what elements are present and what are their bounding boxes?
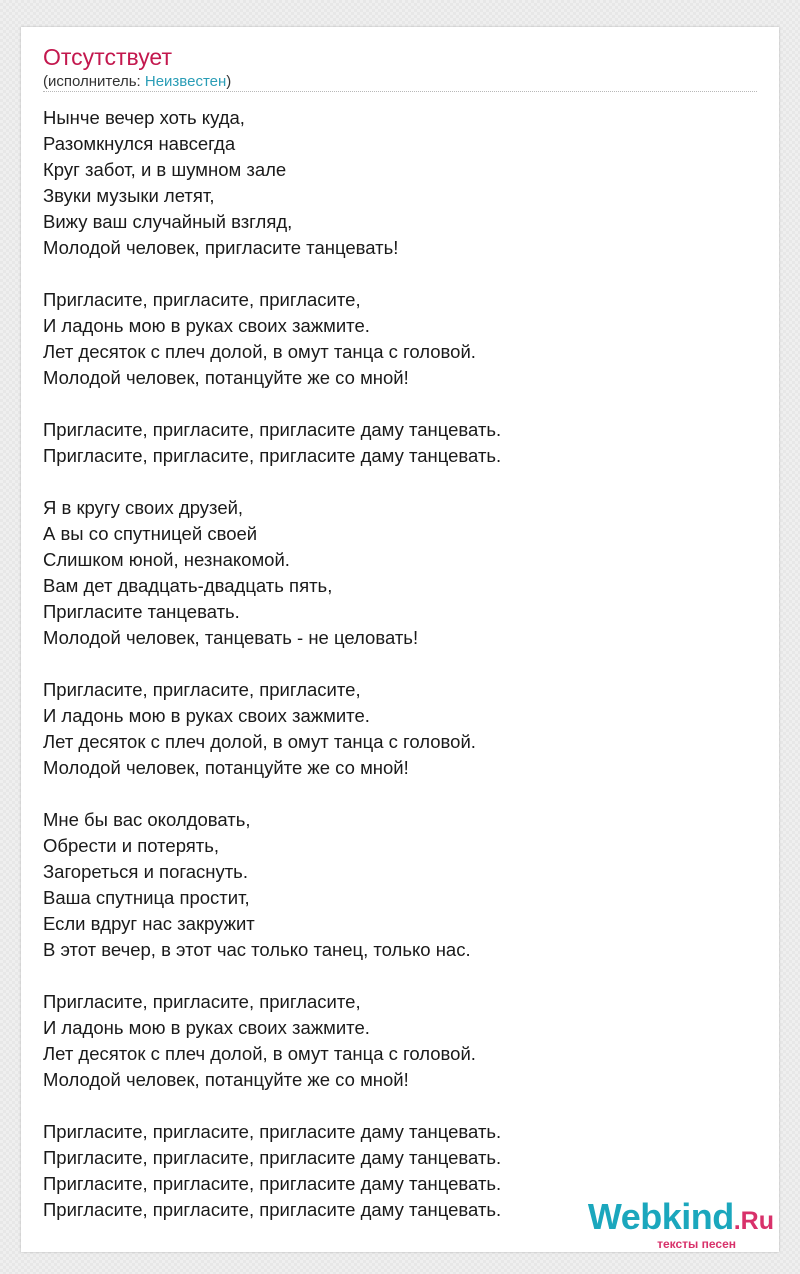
lyrics-body [43,105,757,1223]
stanza-break [43,781,757,807]
artist-suffix: ) [226,73,232,90]
lyric-line: И ладонь мою в руках своих зажмите. [43,705,370,726]
stanza-break [43,391,757,417]
lyric-line: Молодой человек, потанцуйте же со мной! [43,1069,409,1090]
stanza-break [43,469,757,495]
lyric-line: Я в кругу своих друзей, [43,497,244,518]
lyric-line: Пригласите, пригласите, пригласите, [43,679,361,700]
watermark-brand: Webkind [587,1196,734,1237]
lyric-line: И ладонь мою в руках своих зажмите. [43,315,370,336]
lyric-line: Ваша спутница простит, [43,887,250,908]
lyric-line: Мне бы вас околдовать, [43,809,251,830]
lyric-line: Пригласите танцевать. [43,601,240,622]
watermark-tld: .Ru [733,1207,774,1235]
lyric-line: Пригласите, пригласите, пригласите даму танцевать. [43,445,502,466]
lyric-line: Молодой человек, потанцуйте же со мной! [43,367,409,388]
stanza-break [43,963,757,989]
lyric-line: Слишком юной, незнакомой. [43,549,290,570]
stanza-break [43,1093,757,1119]
artist-link[interactable]: Неизвестен [144,73,227,90]
lyric-line: Молодой человек, пригласите танцевать! [43,237,399,258]
artist-prefix: (исполнитель: [43,73,145,90]
lyric-line: Молодой человек, танцевать - не целовать! [43,627,419,648]
song-title: Отсутствует [43,44,172,70]
lyric-line: И ладонь мою в руках своих зажмите. [43,1017,370,1038]
lyric-line: Лет десяток с плеч долой, в омут танца с головой. [43,1043,476,1064]
lyric-line: Круг забот, и в шумном зале [43,159,287,180]
site-watermark [587,1196,774,1251]
lyric-line: В этот вечер, в этот час только танец, только нас. [43,939,471,960]
lyric-line: Вам дет двадцать-двадцать пять, [43,575,333,596]
lyric-line: Пригласите, пригласите, пригласите даму танцевать. [43,1199,502,1220]
lyric-line: Пригласите, пригласите, пригласите даму танцевать. [43,419,502,440]
lyric-line: Звуки музыки летят, [43,185,215,206]
lyric-line: Пригласите, пригласите, пригласите даму танцевать. [43,1173,502,1194]
lyric-line: Лет десяток с плеч долой, в омут танца с головой. [43,731,476,752]
watermark-tagline: тексты песен [657,1237,736,1251]
lyric-line: Молодой человек, потанцуйте же со мной! [43,757,409,778]
lyric-line: Загореться и погаснуть. [43,861,248,882]
lyric-line: Пригласите, пригласите, пригласите, [43,289,361,310]
stanza-break [43,651,757,677]
lyric-line: Вижу ваш случайный взгляд, [43,211,293,232]
lyric-line: Если вдруг нас закружит [43,913,255,934]
title-divider [43,91,757,92]
stanza-break [43,261,757,287]
lyric-line: Пригласите, пригласите, пригласите даму танцевать. [43,1121,502,1142]
lyric-line: Пригласите, пригласите, пригласите даму танцевать. [43,1147,502,1168]
lyric-line: Пригласите, пригласите, пригласите, [43,991,361,1012]
lyric-line: А вы со спутницей своей [43,523,258,544]
lyric-line: Лет десяток с плеч долой, в омут танца с головой. [43,341,476,362]
lyric-line: Нынче вечер хоть куда, [43,107,245,128]
artist-line [43,73,231,91]
lyric-line: Разомкнулся навсегда [43,133,236,154]
lyric-line: Обрести и потерять, [43,835,220,856]
lyrics-card [21,27,779,1252]
